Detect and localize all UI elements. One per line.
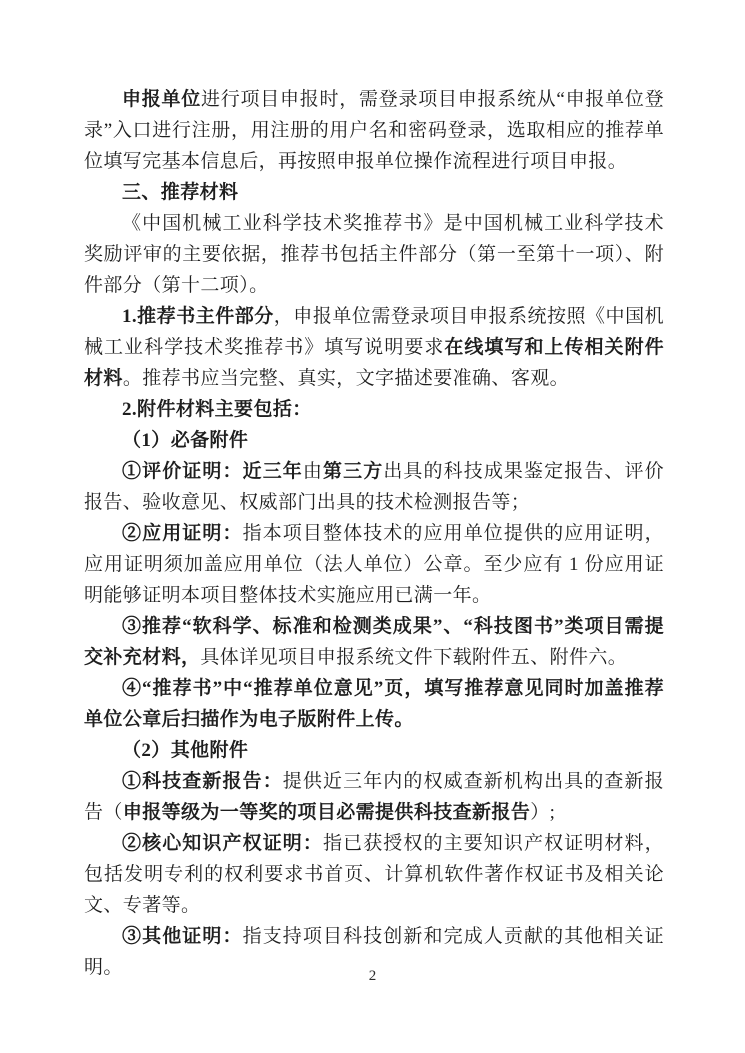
paragraph — [84, 518, 664, 611]
text-run: 1.推荐书主件部分 — [122, 306, 274, 327]
text-run: 。推荐书应当完整、真实，文字描述要准确、客观。 — [122, 368, 570, 389]
text-run: ①科技查新报告： — [122, 771, 283, 792]
paragraph-heading — [84, 394, 664, 425]
paragraph-heading — [84, 177, 664, 208]
paragraph — [84, 301, 664, 394]
text-run: 进行项目申报时，需登录项目申报系统从“申报单位登录”入口进行注册，用注册的用户名和密码登录，选取相应的推荐单位填写完基本信息后，再按照申报单位操作流程进行项目申报。 — [84, 89, 664, 172]
text-run: 申报等级为一等奖的项目必需提供科技查新报告 — [122, 802, 531, 823]
text-run: 在线填写和上传相关附件材料 — [84, 337, 665, 389]
text-run: 由 — [302, 461, 324, 482]
paragraph — [84, 766, 664, 828]
paragraph — [84, 208, 664, 301]
text-run: 具体详见项目申报系统文件下载附件五、附件六。 — [200, 647, 628, 668]
paragraph — [84, 456, 664, 518]
paragraph — [84, 828, 664, 921]
paragraph-heading — [84, 425, 664, 456]
text-run: ①评价证明：近三年 — [122, 461, 303, 482]
text-run: ③推荐“软科学、标准和检测类成果”、“科技图书”类项目需提交补充材料， — [84, 616, 664, 668]
page-footer — [0, 968, 745, 985]
paragraph — [84, 611, 664, 673]
text-run: ③其他证明： — [122, 926, 243, 947]
text-run: ②应用证明： — [122, 523, 243, 544]
paragraph-heading — [84, 735, 664, 766]
paragraph — [84, 673, 664, 735]
text-run: ，申报单位需登录项目申报系统按照《中国机械工业科学技术奖推荐书》填写说明要求 — [84, 306, 664, 358]
text-run: （2）其他附件 — [122, 740, 249, 761]
text-run: 提供近三年内的权威查新机构出具的查新报告（ — [84, 771, 664, 823]
text-run: 《中国机械工业科学技术奖推荐书》是中国机械工业科学技术奖励评审的主要依据，推荐书包括主件部分（第一至第十一项）、附件部分（第十二项）。 — [84, 213, 664, 296]
text-run: 指本项目整体技术的应用单位提供的应用证明，应用证明须加盖应用单位（法人单位）公章。至少应有 1 份应用证明能够证明本项目整体技术实施应用已满一年。 — [84, 523, 665, 606]
text-run: 指已获授权的主要知识产权证明材料，包括发明专利的权利要求书首页、计算机软件著作权证书及相关论文、专著等。 — [84, 833, 664, 916]
page-number: 2 — [368, 968, 377, 984]
text-run: ④“推荐书”中“推荐单位意见”页，填写推荐意见同时加盖推荐单位公章后扫描作为电子版附件上传。 — [84, 678, 664, 730]
text-run: 2.附件材料主要包括： — [122, 399, 312, 420]
paragraph — [84, 84, 664, 177]
text-run: ②核心知识产权证明： — [122, 833, 323, 854]
document-body — [84, 84, 664, 983]
text-run: 指支持项目科技创新和完成人贡献的其他相关证明。 — [84, 926, 665, 978]
text-run: 第三方 — [323, 461, 384, 482]
text-run: ）; — [530, 802, 556, 823]
text-run: 出具的科技成果鉴定报告、评价报告、验收意见、权威部门出具的技术检测报告等； — [84, 461, 665, 513]
text-run: （1）必备附件 — [122, 430, 249, 451]
text-run: 三、推荐材料 — [122, 182, 239, 203]
text-run: 申报单位 — [122, 89, 201, 110]
